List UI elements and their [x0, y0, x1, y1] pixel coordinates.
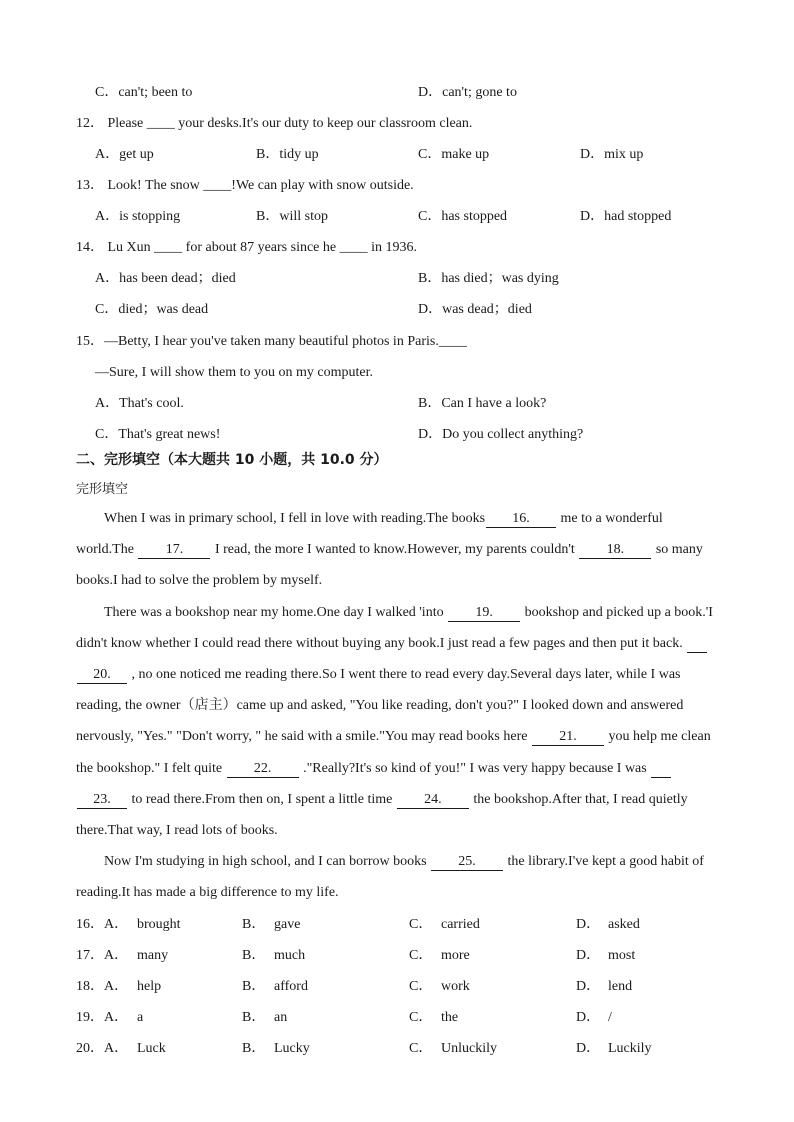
option-19-c[interactable]: the: [441, 1010, 459, 1025]
passage-text: Now I'm studying in high school, and I can borrow books: [104, 854, 427, 869]
q15-option-c: C．That's great news!: [95, 427, 221, 442]
option-17-c-label: C．: [409, 948, 433, 963]
option-18-d-label: D．: [576, 979, 601, 994]
section-title: 二、完形填空（本大题共 10 小题，共 10.0 分）: [76, 452, 388, 468]
answer-number: 17．: [76, 948, 104, 963]
option-17-d[interactable]: most: [608, 948, 636, 963]
option-16-b[interactable]: gave: [274, 917, 301, 932]
passage-text: the library.I've kept a good habit of: [507, 854, 704, 869]
passage-text: the bookshop.After that, I read quietly: [473, 792, 688, 807]
passage-text: so many: [655, 542, 703, 557]
option-16-d-label: D．: [576, 917, 601, 932]
q13-option-c: C．has stopped: [418, 209, 508, 224]
option-19-b[interactable]: an: [274, 1010, 288, 1025]
blank-18[interactable]: 18.: [579, 542, 651, 559]
answer-row-20: [76, 1040, 104, 1058]
answer-row-17: [76, 947, 104, 965]
q14-option-b: B．has died；was dying: [418, 271, 559, 286]
passage-line: [76, 791, 688, 809]
q15-option-d: D．Do you collect anything?: [418, 427, 584, 442]
q13-option-a: A．is stopping: [95, 209, 181, 224]
option-17-d-label: D．: [576, 948, 601, 963]
option-17-a[interactable]: many: [137, 948, 169, 963]
q12-option-d: D．mix up: [580, 147, 644, 162]
blank-24[interactable]: 24.: [397, 792, 469, 809]
option-16-a[interactable]: brought: [137, 917, 181, 932]
option-18-d[interactable]: lend: [608, 979, 633, 994]
blank-21[interactable]: 21.: [532, 729, 604, 746]
q12-option-b: B．tidy up: [256, 147, 319, 162]
option-17-b[interactable]: much: [274, 948, 306, 963]
blank-25[interactable]: 25.: [431, 854, 503, 871]
passage-line: reading.It has made a big difference to my life.: [76, 885, 339, 900]
passage-text: me to a wonderful: [560, 511, 663, 526]
passage-text: nervously, "Yes." "Don't worry, " he said with a smile."You may read books here: [76, 729, 528, 744]
q15-option-a: A．That's cool.: [95, 396, 184, 411]
section-subtitle: 完形填空: [76, 482, 129, 497]
option-19-a[interactable]: a: [137, 1010, 144, 1025]
option-17-a-label: A．: [104, 948, 129, 963]
option-20-b[interactable]: Lucky: [274, 1041, 310, 1056]
option-17-b-label: B．: [242, 948, 266, 963]
option-18-c-label: C．: [409, 979, 433, 994]
passage-line: there.That way, I read lots of books.: [76, 823, 278, 838]
option-20-d-label: D．: [576, 1041, 601, 1056]
blank-23[interactable]: 23.: [77, 792, 127, 809]
q13-stem: 13． Look! The snow ____!We can play with snow outside.: [76, 178, 414, 193]
blank-17[interactable]: 17.: [138, 542, 210, 559]
q13-option-d: D．had stopped: [580, 209, 672, 224]
answer-row-18: [76, 978, 104, 996]
answer-number: 19．: [76, 1010, 104, 1025]
passage-line: [76, 541, 703, 559]
option-20-a[interactable]: Luck: [137, 1041, 166, 1056]
option-20-b-label: B．: [242, 1041, 266, 1056]
option-16-c-label: C．: [409, 917, 433, 932]
q11-option-d: D．can't; gone to: [418, 85, 517, 100]
passage-text: bookshop and picked up a book.'I: [524, 605, 713, 620]
blank-20-start: [687, 636, 707, 653]
passage-line: [76, 666, 681, 684]
option-18-c[interactable]: work: [441, 979, 470, 994]
passage-line: reading, the owner（店主）came up and asked, "You like reading, don't you?" I looked down and answered: [76, 698, 684, 713]
answer-number: 20．: [76, 1041, 104, 1056]
q15-stem-reply: —Sure, I will show them to you on my computer.: [95, 365, 374, 380]
option-18-a-label: A．: [104, 979, 129, 994]
passage-text: the bookshop." I felt quite: [76, 761, 223, 776]
q15-option-b: B．Can I have a look?: [418, 396, 547, 411]
answer-row-16: [76, 916, 104, 934]
option-19-d-label: D．: [576, 1010, 601, 1025]
option-18-b-label: B．: [242, 979, 266, 994]
passage-line: [76, 728, 711, 746]
q15-stem: 15．—Betty, I hear you've taken many beautiful photos in Paris.____: [76, 334, 467, 349]
option-18-a[interactable]: help: [137, 979, 162, 994]
passage-text: didn't know whether I could read there without buying any book.I just read a few pages and then put it back.: [76, 636, 683, 651]
answer-number: 18．: [76, 979, 104, 994]
passage-text: to read there.From then on, I spent a little time: [131, 792, 393, 807]
passage-text: ."Really?It's so kind of you!" I was very happy because I was: [303, 761, 647, 776]
option-17-c[interactable]: more: [441, 948, 470, 963]
q12-stem: 12． Please ____ your desks.It's our duty to keep our classroom clean.: [76, 116, 473, 131]
passage-text: you help me clean: [608, 729, 711, 744]
option-20-a-label: A．: [104, 1041, 129, 1056]
q14-option-d: D．was dead；died: [418, 302, 532, 317]
passage-text: world.The: [76, 542, 134, 557]
q14-option-a: A．has been dead；died: [95, 271, 236, 286]
q14-stem: 14． Lu Xun ____ for about 87 years since he ____ in 1936.: [76, 240, 417, 255]
q13-option-b: B．will stop: [256, 209, 328, 224]
q14-option-c: C．died；was dead: [95, 302, 209, 317]
blank-23-start: [651, 761, 671, 778]
passage-text: I read, the more I wanted to know.However, my parents couldn't: [214, 542, 575, 557]
passage-line: [76, 635, 708, 653]
blank-20[interactable]: 20.: [77, 667, 127, 684]
q12-option-a: A．get up: [95, 147, 154, 162]
option-20-c[interactable]: Unluckily: [441, 1041, 497, 1056]
option-20-c-label: C．: [409, 1041, 433, 1056]
answer-row-19: [76, 1009, 104, 1027]
passage-text: There was a bookshop near my home.One day I walked 'into: [104, 605, 444, 620]
blank-22[interactable]: 22.: [227, 761, 299, 778]
passage-line: [76, 760, 672, 778]
blank-16[interactable]: 16.: [486, 511, 556, 528]
answer-number: 16．: [76, 917, 104, 932]
option-19-a-label: A．: [104, 1010, 129, 1025]
q12-option-c: C．make up: [418, 147, 490, 162]
option-16-a-label: A．: [104, 917, 129, 932]
option-19-b-label: B．: [242, 1010, 266, 1025]
option-18-b[interactable]: afford: [274, 979, 308, 994]
option-16-d[interactable]: asked: [608, 917, 640, 932]
blank-19[interactable]: 19.: [448, 605, 520, 622]
q11-option-c: C．can't; been to: [95, 85, 193, 100]
passage-line: [104, 604, 713, 622]
option-19-c-label: C．: [409, 1010, 433, 1025]
passage-line: [104, 510, 663, 528]
passage-text: , no one noticed me reading there.So I went there to read every day.Several days later, while I was: [131, 667, 681, 682]
option-19-d[interactable]: /: [608, 1010, 612, 1025]
option-16-b-label: B．: [242, 917, 266, 932]
option-16-c[interactable]: carried: [441, 917, 480, 932]
option-20-d[interactable]: Luckily: [608, 1041, 652, 1056]
passage-line: [104, 853, 704, 871]
passage-text: When I was in primary school, I fell in love with reading.The books: [104, 511, 486, 526]
passage-line: books.I had to solve the problem by myself.: [76, 573, 323, 588]
